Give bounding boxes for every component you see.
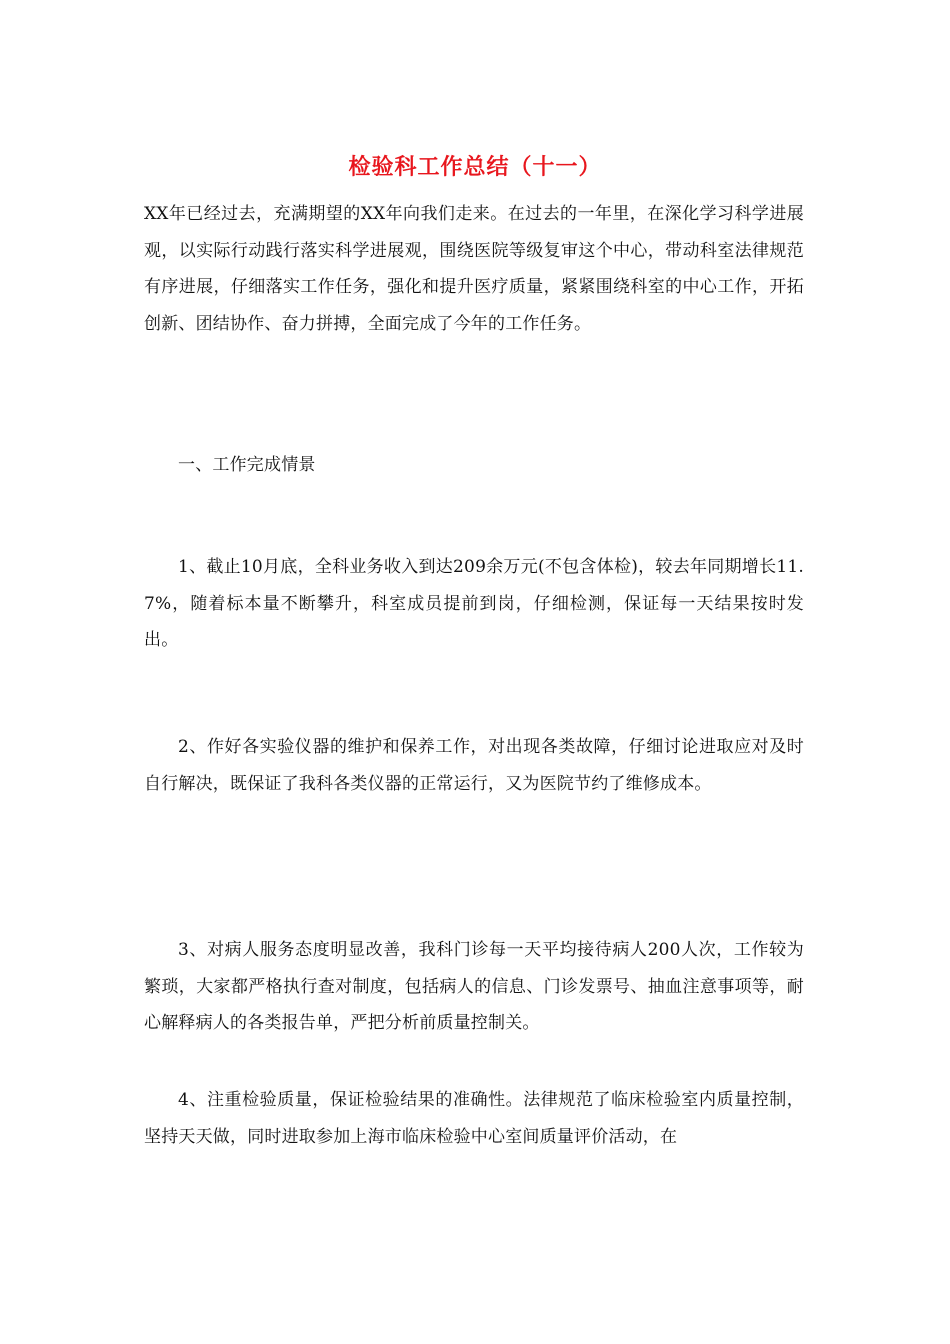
list-item-2: 2、作好各实验仪器的维护和保养工作，对出现各类故障，仔细讨论进取应对及时自行解决，既保证了我科各类仪器的正常运行，又为医院节约了维修成本。 [144, 737, 804, 794]
list-item-3: 3、对病人服务态度明显改善，我科门诊每一天平均接待病人200人次，工作较为繁琐，大家都严格执行查对制度，包括病人的信息、门诊发票号、抽血注意事项等，耐心解释病人的各类报告单，严把分析前质量控制关。 [144, 940, 804, 1034]
list-item-1: 1、截止10月底，全科业务收入到达209余万元(不包含体检)，较去年同期增长11.7%，随着标本量不断攀升，科室成员提前到岗，仔细检测，保证每一天结果按时发出。 [144, 557, 804, 651]
intro-paragraph: XX年已经过去，充满期望的XX年向我们走来。在过去的一年里，在深化学习科学进展观，以实际行动践行落实科学进展观，围绕医院等级复审这个中心，带动科室法律规范有序进展，仔细落实工作任务，强化和提升医疗质量，紧紧围绕科室的中心工作，开拓创新、团结协作、奋力拼搏，全面完成了今年的工作任务。 [144, 204, 804, 335]
section-heading: 一、工作完成情景 [178, 455, 316, 475]
document-title: 检验科工作总结（十一） [348, 154, 602, 180]
list-item-4: 4、注重检验质量，保证检验结果的准确性。法律规范了临床检验室内质量控制，坚持天天做，同时进取参加上海市临床检验中心室间质量评价活动，在 [144, 1090, 804, 1147]
